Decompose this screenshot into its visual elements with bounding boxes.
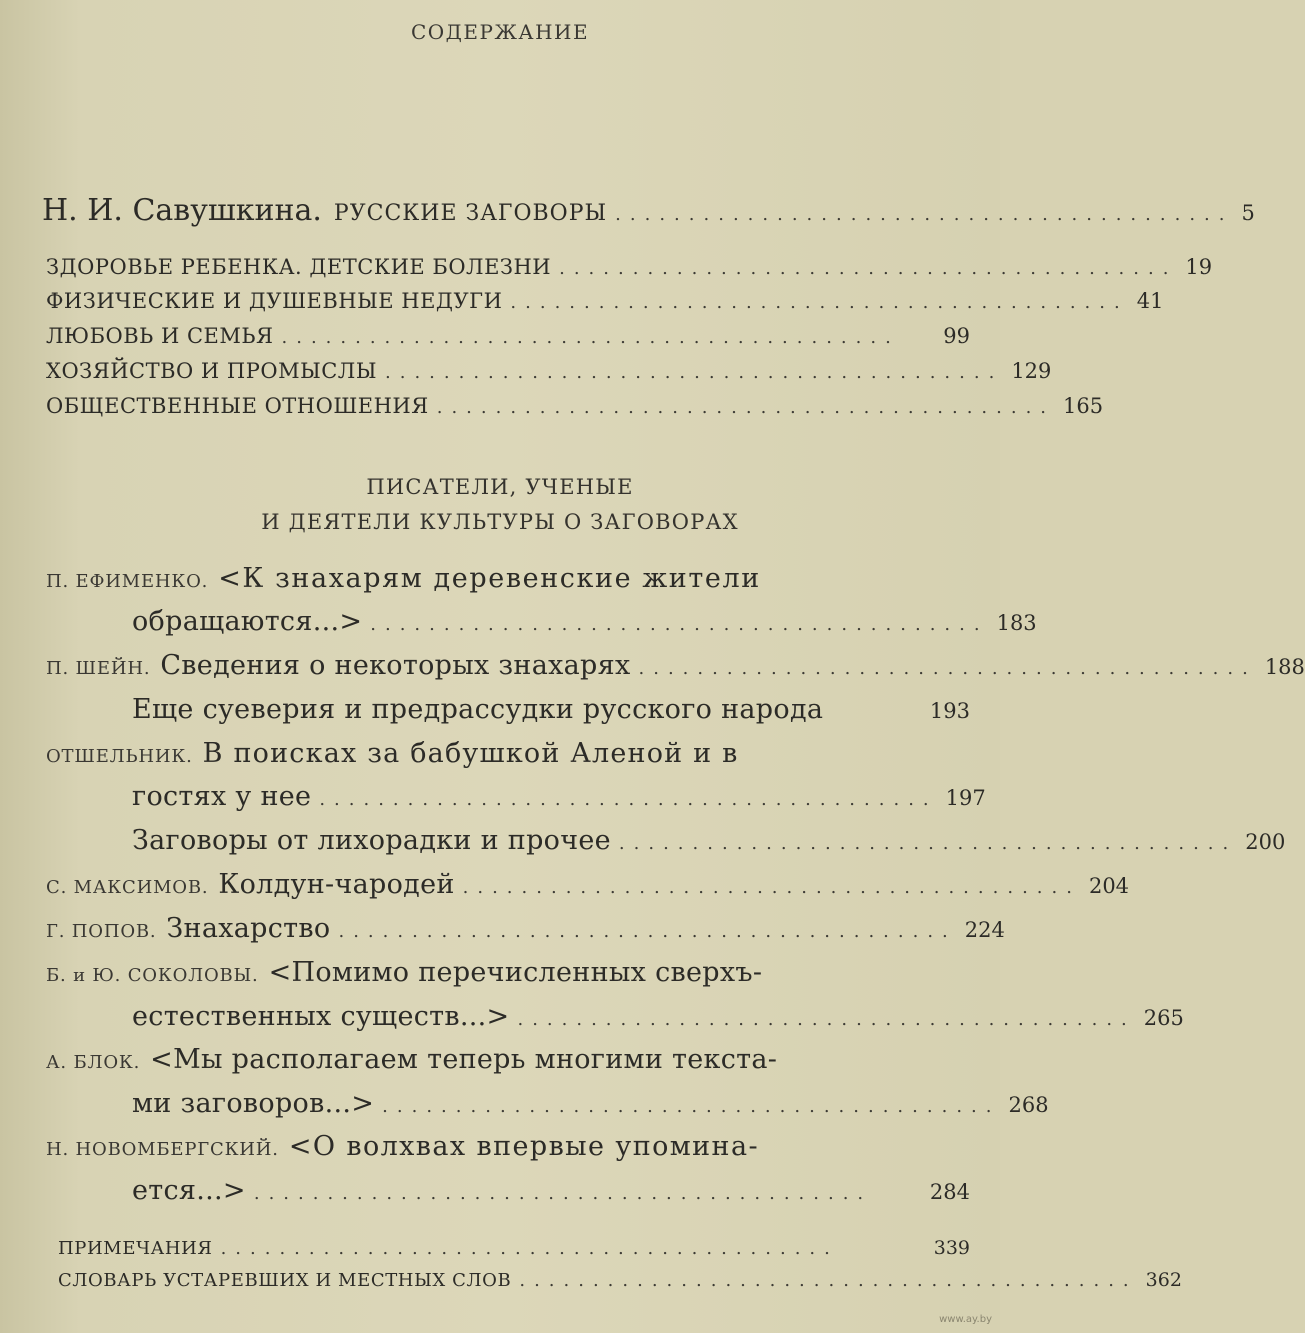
entry-author: С. МАКСИМОВ. [46, 877, 209, 898]
toc-entry-maksimov [46, 869, 1130, 900]
toc-entry-efimenko [46, 563, 906, 594]
entry-title: Еще суеверия и предрассудки русского народа [132, 694, 824, 725]
toc-entry-sokolovy-cont [132, 1001, 1184, 1032]
entry-page: 339 [933, 1237, 970, 1259]
entry-title: Колдун-чародей [218, 869, 455, 900]
entry-title: <Мы располагаем теперь многими текста- [150, 1044, 778, 1075]
entry-title: <Помимо перечисленных сверхъ- [268, 957, 763, 988]
entry-title: Заговоры от лихорадки и прочее [132, 825, 611, 856]
leader-dots: .......................................... [319, 789, 938, 810]
entry-author: П. ЕФИМЕНКО. [46, 571, 209, 592]
toc-entry-notes [58, 1237, 970, 1259]
toc-entry [46, 359, 1052, 383]
entry-page: 204 [1088, 874, 1130, 898]
toc-entry-sokolovy [46, 957, 906, 988]
entry-title: Сведения о некоторых знахарях [160, 650, 631, 681]
entry-title: ми заговоров...> [132, 1088, 375, 1119]
toc-entry-blok [46, 1044, 906, 1075]
entry-page: 224 [964, 918, 1005, 942]
toc-entry-shein-2 [132, 694, 970, 725]
leader-dots: .......................................... [382, 1096, 1001, 1117]
entry-page: 41 [1136, 289, 1164, 313]
leader-dots: .......................................... [618, 833, 1238, 854]
toc-entry-novombergsky-cont [132, 1175, 970, 1206]
intro-page: 5 [1241, 201, 1255, 225]
entry-title: <К знахарям деревенские жители [218, 563, 761, 594]
entry-author: Б. и Ю. СОКОЛОВЫ. [46, 965, 259, 986]
toc-entry-intro [42, 193, 1255, 228]
entry-page: 165 [1063, 394, 1104, 418]
entry-page: 193 [929, 699, 970, 723]
section-heading-line1: ПИСАТЕЛИ, УЧЕНЫЕ [366, 475, 634, 499]
leader-dots: .......................................... [385, 362, 1004, 383]
leader-dots: .......................................... [510, 292, 1129, 313]
toc-entry-otshelnik-1-cont [132, 781, 986, 812]
leader-dots: .......................................... [370, 614, 989, 635]
entry-title: обращаются...> [132, 606, 363, 637]
toc-entry-glossary [58, 1269, 1182, 1291]
leader-dots: .......................................... [615, 204, 1234, 225]
entry-title: ЛЮБОВЬ И СЕМЬЯ [46, 324, 274, 348]
entry-title: гостях у нее [132, 781, 312, 812]
toc-entry [46, 394, 1104, 418]
entry-title: ХОЗЯЙСТВО И ПРОМЫСЛЫ [46, 359, 377, 383]
watermark: www.ay.by [939, 1314, 992, 1325]
intro-author: Н. И. Савушкина. [42, 193, 322, 228]
entry-page: 265 [1143, 1006, 1184, 1030]
entry-page: 362 [1145, 1269, 1182, 1291]
entry-title: Знахарство [166, 913, 331, 944]
toc-entry-otshelnik-2 [132, 825, 1286, 856]
leader-dots: .......................................... [253, 1183, 873, 1204]
leader-dots: .......................................... [517, 1009, 1136, 1030]
leader-dots: .......................................... [462, 877, 1081, 898]
entry-title: СЛОВАРЬ УСТАРЕВШИХ И МЕСТНЫХ СЛОВ [58, 1270, 512, 1291]
entry-author: П. ШЕЙН. [46, 658, 151, 679]
entry-author: ОТШЕЛЬНИК. [46, 746, 193, 767]
entry-author: Г. ПОПОВ. [46, 921, 157, 942]
intro-title: РУССКИЕ ЗАГОВОРЫ [333, 201, 608, 226]
leader-dots: .......................................... [638, 658, 1257, 679]
entry-page: 19 [1185, 255, 1213, 279]
entry-title: ФИЗИЧЕСКИЕ И ДУШЕВНЫЕ НЕДУГИ [46, 289, 503, 313]
toc-entry-efimenko-cont [132, 606, 1037, 637]
entry-title: ется...> [132, 1175, 246, 1206]
entry-page: 188 [1264, 655, 1305, 679]
entry-page: 99 [943, 324, 970, 348]
leader-dots: .......................................... [519, 1270, 1138, 1291]
entry-title: <О волхвах впервые упомина- [288, 1131, 759, 1162]
leader-dots: .......................................... [559, 258, 1178, 279]
entry-title: ОБЩЕСТВЕННЫЕ ОТНОШЕНИЯ [46, 394, 429, 418]
entry-page: 197 [945, 786, 986, 810]
section-heading-line2: И ДЕЯТЕЛИ КУЛЬТУРЫ О ЗАГОВОРАХ [261, 510, 739, 534]
toc-entry-novombergsky [46, 1131, 906, 1162]
toc-entry [46, 324, 970, 348]
page-header: СОДЕРЖАНИЕ [410, 20, 590, 44]
entry-title: естественных существ...> [132, 1001, 510, 1032]
entry-author: А. БЛОК. [46, 1052, 141, 1073]
entry-page: 284 [929, 1180, 970, 1204]
toc-entry-blok-cont [132, 1088, 1049, 1119]
leader-dots: .......................................... [436, 397, 1056, 418]
toc-entry [46, 255, 1213, 279]
entry-page: 200 [1245, 830, 1286, 854]
entry-title: В поисках за бабушкой Аленой и в [202, 738, 739, 769]
toc-entry-popov [46, 913, 1005, 944]
leader-dots: .......................................... [220, 1238, 839, 1259]
entry-page: 268 [1008, 1093, 1049, 1117]
entry-page: 129 [1011, 359, 1052, 383]
leader-dots: .......................................... [338, 921, 957, 942]
leader-dots: .......................................... [281, 327, 900, 348]
entry-page: 183 [996, 611, 1037, 635]
toc-entry-otshelnik-1 [46, 738, 906, 769]
entry-title: ПРИМЕЧАНИЯ [58, 1238, 213, 1259]
entry-title: ЗДОРОВЬЕ РЕБЕНКА. ДЕТСКИЕ БОЛЕЗНИ [46, 255, 552, 279]
toc-entry-shein-1 [46, 650, 1305, 681]
entry-author: Н. НОВОМБЕРГСКИЙ. [46, 1139, 279, 1160]
toc-entry [46, 289, 1164, 313]
